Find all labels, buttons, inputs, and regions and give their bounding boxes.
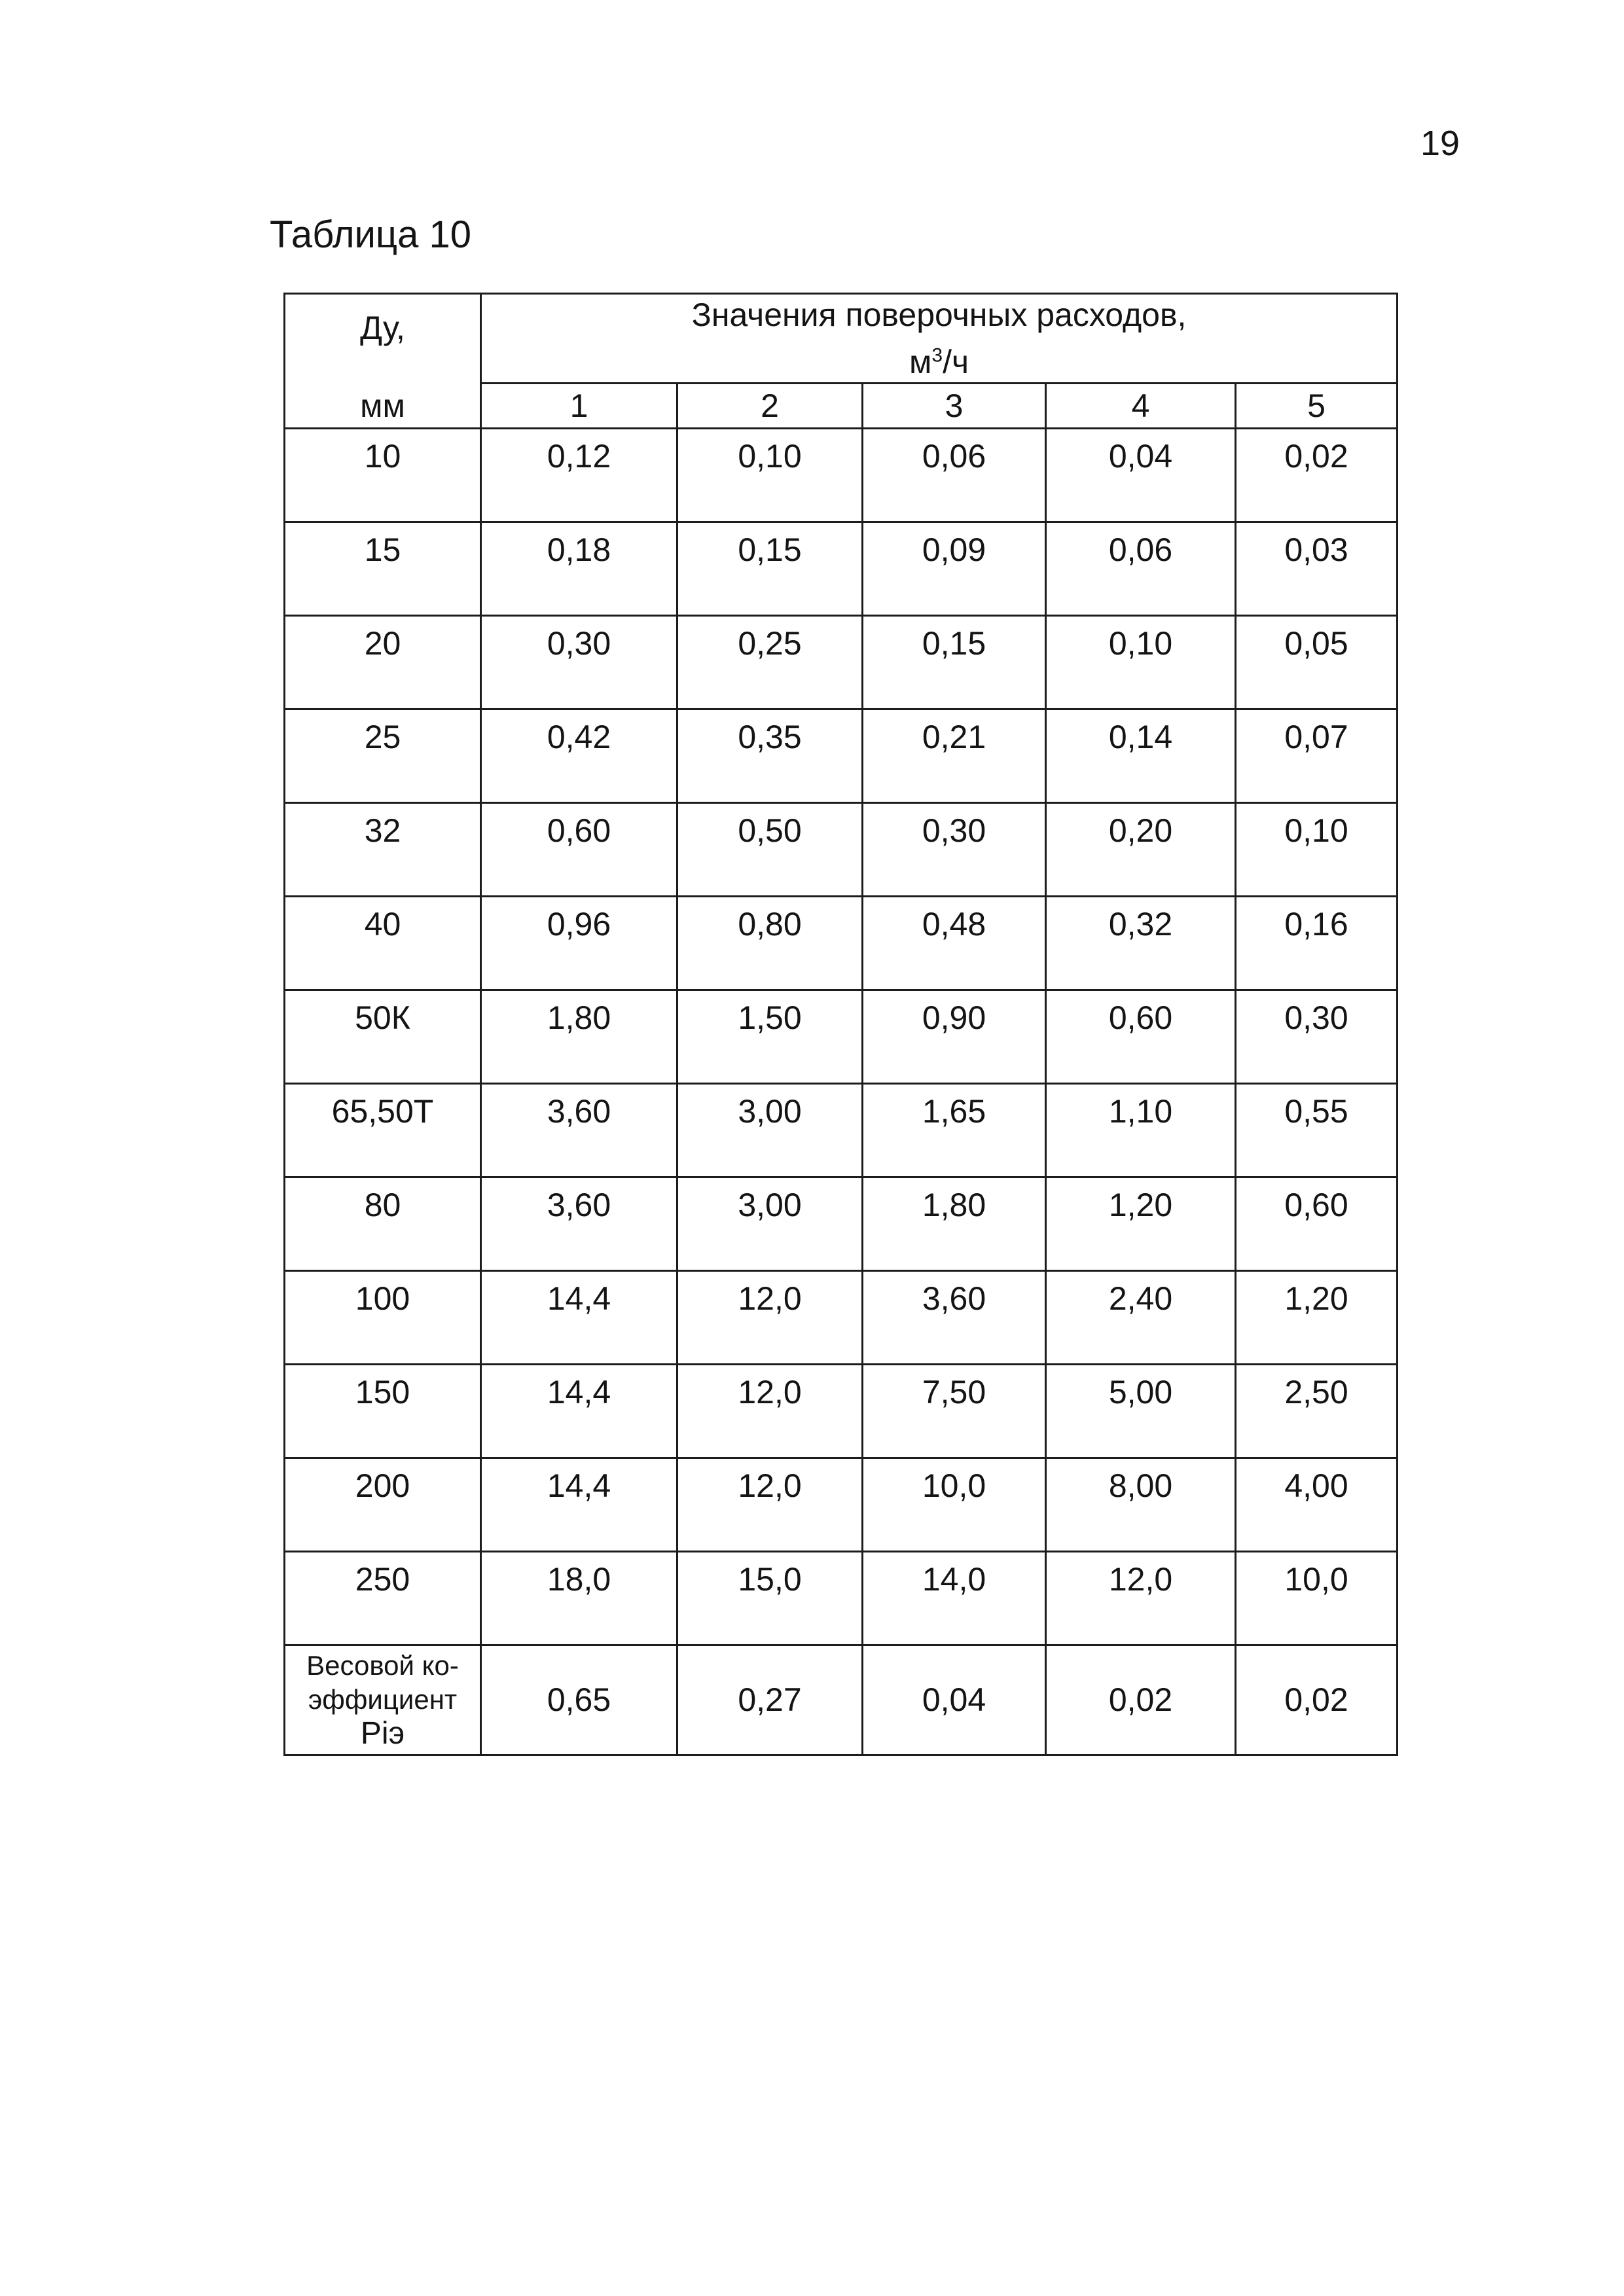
value-cell: 12,0 (677, 1270, 863, 1364)
value-cell: 0,02 (1236, 428, 1398, 522)
weight-label-line-2: эффициент (308, 1684, 458, 1715)
value-cell: 0,15 (677, 522, 863, 615)
value-cell: 3,60 (481, 1177, 677, 1270)
value-cell: 8,00 (1046, 1458, 1236, 1551)
table-row (285, 896, 1398, 990)
weight-value-cell: 0,02 (1046, 1645, 1236, 1755)
value-cell: 14,4 (481, 1458, 677, 1551)
table-row (285, 615, 1398, 709)
value-cell: 0,16 (1236, 896, 1398, 990)
weight-label-line-3: Ріэ (360, 1716, 405, 1751)
value-cell: 12,0 (677, 1458, 863, 1551)
value-cell: 0,50 (677, 802, 863, 896)
du-cell: 25 (285, 709, 481, 802)
weight-coefficient-row (285, 1645, 1398, 1755)
header-du-unit: мм (360, 387, 405, 424)
value-cell: 0,10 (1236, 802, 1398, 896)
weight-value-cell: 0,27 (677, 1645, 863, 1755)
value-cell: 0,30 (1236, 990, 1398, 1083)
value-cell: 1,20 (1046, 1177, 1236, 1270)
value-cell: 0,07 (1236, 709, 1398, 802)
value-cell: 0,04 (1046, 428, 1236, 522)
value-cell: 0,30 (481, 615, 677, 709)
value-cell: 2,40 (1046, 1270, 1236, 1364)
du-cell: 32 (285, 802, 481, 896)
table-row (285, 802, 1398, 896)
value-cell: 0,60 (1046, 990, 1236, 1083)
table-row (285, 1364, 1398, 1458)
value-cell: 0,05 (1236, 615, 1398, 709)
value-cell: 15,0 (677, 1551, 863, 1645)
value-cell: 0,60 (481, 802, 677, 896)
table-caption: Таблица 10 (270, 213, 472, 256)
table-body (285, 428, 1398, 1755)
value-cell: 2,50 (1236, 1364, 1398, 1458)
value-cell: 3,60 (863, 1270, 1046, 1364)
weight-label-line-1: Весовой ко- (306, 1650, 459, 1681)
column-number-2: 2 (677, 383, 863, 428)
du-cell: 65,50Т (285, 1083, 481, 1177)
value-cell: 0,10 (1046, 615, 1236, 709)
value-cell: 14,4 (481, 1364, 677, 1458)
header-du-label: Ду, (360, 310, 405, 346)
weight-coefficient-label (285, 1645, 481, 1755)
value-cell: 1,50 (677, 990, 863, 1083)
column-number-5: 5 (1236, 383, 1398, 428)
value-cell: 12,0 (677, 1364, 863, 1458)
value-cell: 0,03 (1236, 522, 1398, 615)
header-group-unit: $м^3/ч$ (909, 343, 969, 380)
header-group-title: Значения поверочных расходов, (691, 296, 1187, 333)
value-cell: 0,21 (863, 709, 1046, 802)
value-cell: 0,06 (863, 428, 1046, 522)
value-cell: 1,80 (481, 990, 677, 1083)
value-cell: 10,0 (863, 1458, 1046, 1551)
value-cell: 18,0 (481, 1551, 677, 1645)
value-cell: 0,48 (863, 896, 1046, 990)
value-cell: 0,10 (677, 428, 863, 522)
value-cell: 0,06 (1046, 522, 1236, 615)
value-cell: 0,25 (677, 615, 863, 709)
value-cell: 3,00 (677, 1083, 863, 1177)
table-row (285, 428, 1398, 522)
value-cell: 3,00 (677, 1177, 863, 1270)
value-cell: 0,42 (481, 709, 677, 802)
table-row (285, 1083, 1398, 1177)
value-cell: 0,96 (481, 896, 677, 990)
du-cell: 80 (285, 1177, 481, 1270)
du-cell: 50К (285, 990, 481, 1083)
value-cell: 1,65 (863, 1083, 1046, 1177)
value-cell: 1,10 (1046, 1083, 1236, 1177)
weight-value-cell: 0,02 (1236, 1645, 1398, 1755)
value-cell: 0,30 (863, 802, 1046, 896)
header-du-cell (285, 294, 481, 429)
value-cell: 3,60 (481, 1083, 677, 1177)
flow-values-table (283, 293, 1398, 1756)
table-row (285, 709, 1398, 802)
value-cell: 0,20 (1046, 802, 1236, 896)
column-number-1: 1 (481, 383, 677, 428)
value-cell: 1,20 (1236, 1270, 1398, 1364)
du-cell: 20 (285, 615, 481, 709)
value-cell: 0,15 (863, 615, 1046, 709)
table-row (285, 1458, 1398, 1551)
value-cell: 0,09 (863, 522, 1046, 615)
value-cell: 7,50 (863, 1364, 1046, 1458)
value-cell: 0,55 (1236, 1083, 1398, 1177)
column-number-3: 3 (863, 383, 1046, 428)
du-cell: 40 (285, 896, 481, 990)
weight-value-cell: 0,65 (481, 1645, 677, 1755)
value-cell: 0,12 (481, 428, 677, 522)
table-row (285, 1177, 1398, 1270)
value-cell: 5,00 (1046, 1364, 1236, 1458)
value-cell: 0,80 (677, 896, 863, 990)
value-cell: 4,00 (1236, 1458, 1398, 1551)
value-cell: 0,35 (677, 709, 863, 802)
header-group-cell (481, 294, 1398, 384)
value-cell: 14,0 (863, 1551, 1046, 1645)
value-cell: 1,80 (863, 1177, 1046, 1270)
value-cell: 0,90 (863, 990, 1046, 1083)
value-cell: 0,14 (1046, 709, 1236, 802)
value-cell: 14,4 (481, 1270, 677, 1364)
du-cell: 100 (285, 1270, 481, 1364)
value-cell: 0,32 (1046, 896, 1236, 990)
du-cell: 150 (285, 1364, 481, 1458)
du-cell: 15 (285, 522, 481, 615)
table-row (285, 1270, 1398, 1364)
value-cell: 12,0 (1046, 1551, 1236, 1645)
value-cell: 0,18 (481, 522, 677, 615)
table-row (285, 990, 1398, 1083)
du-cell: 250 (285, 1551, 481, 1645)
column-number-4: 4 (1046, 383, 1236, 428)
page-number: 19 (1420, 124, 1460, 163)
value-cell: 10,0 (1236, 1551, 1398, 1645)
du-cell: 200 (285, 1458, 481, 1551)
du-cell: 10 (285, 428, 481, 522)
value-cell: 0,60 (1236, 1177, 1398, 1270)
weight-value-cell: 0,04 (863, 1645, 1046, 1755)
table-row (285, 522, 1398, 615)
table-row (285, 1551, 1398, 1645)
